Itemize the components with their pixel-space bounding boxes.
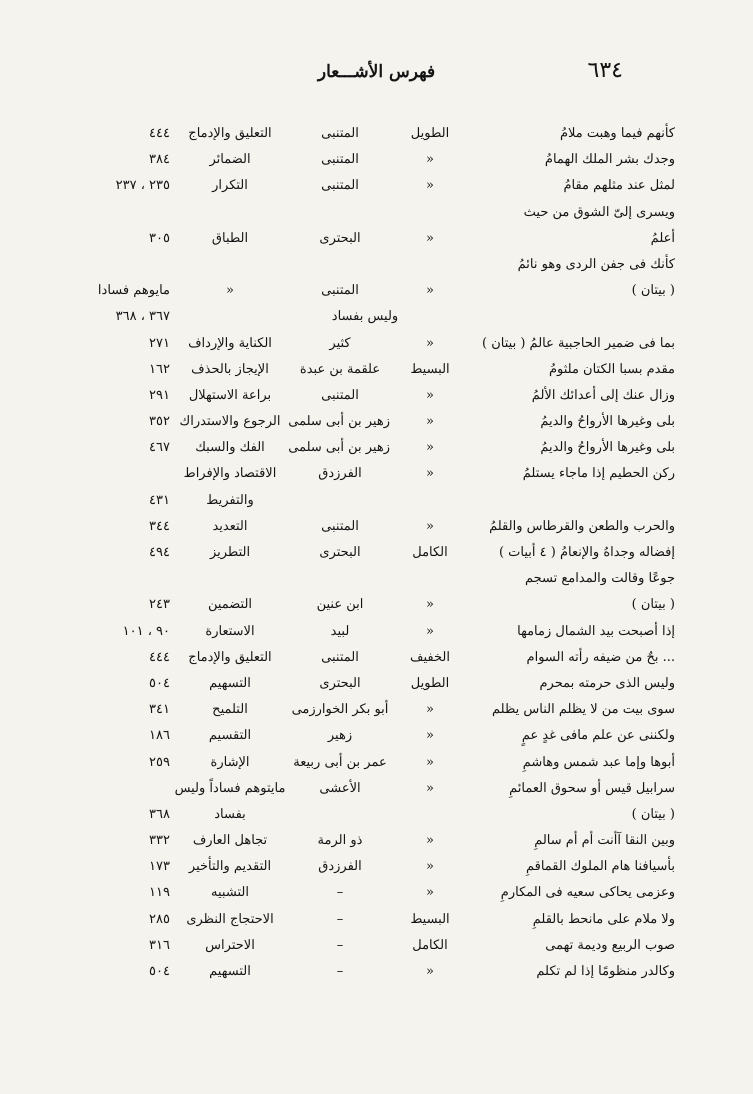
device-cell: التعديد	[212, 518, 248, 534]
device-cell: الطباق	[211, 230, 249, 246]
poet-cell: لبيد	[330, 623, 350, 639]
verse-index-table	[90, 122, 675, 986]
verse-text: لمثل عند مثلهم مقامُ	[563, 178, 675, 194]
device-cell: التضمين	[207, 597, 253, 613]
table-row	[90, 358, 675, 384]
table-row	[90, 489, 675, 515]
poet-cell: –	[336, 911, 344, 927]
meter-cell: الطويل	[410, 126, 450, 141]
meter-cell: «	[426, 833, 434, 849]
verse-text: وزال عنك إلى أعدائك الألمُ	[531, 387, 675, 403]
page-ref-cell: مايوهم فسادا	[97, 283, 170, 299]
meter-cell: «	[426, 466, 434, 482]
device-cell: التعليق والإدماج	[188, 126, 272, 141]
device-cell: مايتوهم فساداً وليس	[174, 780, 286, 796]
meter-cell: «	[426, 597, 434, 613]
page-ref-cell: ٣٨٤	[149, 152, 170, 168]
table-row	[90, 279, 675, 305]
verse-text: وجدك بشر الملك الهمامُ	[544, 152, 675, 168]
device-cell: الفك والسبك	[195, 440, 265, 456]
verse-text: مقدم بسبا الكتان ملثومُ	[548, 361, 675, 377]
poet-cell: الفرزدق	[318, 466, 362, 482]
table-row	[90, 122, 675, 148]
verse-text: كأنك فى جفن الردى وهو نائمُ	[517, 256, 675, 272]
poet-cell: –	[336, 937, 344, 953]
verse-text: أعلمُ	[650, 230, 675, 246]
device-cell: التشبيه	[211, 885, 249, 901]
verse-text: ولا ملام على مانحط بالقلمِ	[532, 911, 675, 927]
table-row	[90, 567, 675, 593]
device-cell: التكرار	[212, 178, 248, 194]
poet-cell: علقمة بن عبدة	[299, 361, 381, 377]
verse-text: ( بيتان )	[631, 283, 675, 299]
verse-text: وبين النقا آأنت أم أم سالمِ	[534, 833, 675, 849]
page-ref-cell: ٣٤١	[149, 702, 170, 718]
table-row	[90, 174, 675, 200]
table-row	[90, 881, 675, 907]
poet-cell: الأعشى	[319, 780, 361, 796]
meter-cell: «	[426, 414, 434, 430]
meter-cell: «	[426, 440, 434, 456]
verse-text: أبوها وإما عبد شمس وهاشمِ	[522, 754, 675, 770]
page-ref-cell: ٤٦٧	[149, 440, 170, 456]
device-cell: التسهيم	[209, 964, 251, 979]
poet-cell: المتنبى	[321, 126, 359, 141]
meter-cell: «	[426, 283, 434, 299]
page-ref-cell: ٣٦٨	[149, 806, 170, 822]
table-row	[90, 305, 675, 331]
poet-cell: البحترى	[319, 230, 361, 246]
poet-cell: المتنبى	[321, 152, 359, 168]
table-row	[90, 332, 675, 358]
device-cell: التعليق والإدماج	[188, 649, 272, 665]
verse-text: سرابيل قيس أو سحوق العمائمِ	[509, 780, 675, 796]
poet-cell: زهير	[327, 728, 353, 744]
verse-text: كأنهم فيما وهبت ملامُ	[559, 126, 675, 141]
verse-text: ويسرى إلىّ الشوق من حيث	[523, 204, 675, 220]
meter-cell: «	[426, 387, 434, 403]
verse-text: صوب الربيع وديمة تهمى	[545, 937, 675, 953]
device-cell: والتفريط	[206, 492, 254, 508]
table-row	[90, 829, 675, 855]
verse-text: إفضاله وجداهُ والإنعامُ ( ٤ أبيات )	[498, 545, 675, 560]
meter-cell: «	[426, 702, 434, 718]
page-header	[0, 58, 753, 88]
meter-cell: «	[426, 754, 434, 770]
page-ref-cell: ٢٨٥	[149, 911, 170, 927]
page-ref-cell: ١٦٢	[149, 361, 170, 377]
meter-cell: «	[426, 230, 434, 246]
page-ref-cell: ٢٩١	[149, 387, 170, 403]
table-row	[90, 698, 675, 724]
meter-cell: الكامل	[412, 545, 448, 560]
page-ref-cell: ٢٥٩	[149, 754, 170, 770]
meter-cell: «	[426, 728, 434, 744]
table-row	[90, 384, 675, 410]
table-row	[90, 148, 675, 174]
table-row	[90, 751, 675, 777]
device-cell: الرجوع والاستدراك	[179, 414, 281, 430]
page-ref-cell: ٣٤٤	[149, 518, 170, 534]
table-row	[90, 777, 675, 803]
device-cell: بفساد	[214, 806, 246, 822]
meter-cell: «	[426, 518, 434, 534]
verse-text: ركن الحطيم إذا ماجاء يستلمُ	[522, 466, 675, 482]
page-ref-cell: ٤٩٤	[149, 545, 170, 560]
verse-text: ... بحٌ من ضيفه رأته السوام	[526, 649, 675, 665]
page-ref-cell: ٢٣٥ ، ٢٣٧	[115, 178, 170, 194]
verse-text: ولكننى عن علم مافى غدٍ عمٍ	[521, 728, 675, 744]
meter-cell: «	[426, 964, 434, 979]
poet-cell: المتنبى	[321, 649, 359, 665]
page-ref-cell: ١٧٣	[149, 859, 170, 875]
table-row	[90, 227, 675, 253]
page-ref-cell: ٣١٦	[149, 937, 170, 953]
table-row	[90, 541, 675, 567]
table-row	[90, 410, 675, 436]
meter-cell: «	[426, 623, 434, 639]
verse-text: بما فى ضمير الحاجبية عالمُ ( بيتان )	[482, 335, 675, 351]
meter-cell: «	[426, 780, 434, 796]
verse-text: بأسيافنا هام الملوك القماقمِ	[525, 859, 675, 875]
page-ref-cell: ٣٥٢	[149, 414, 170, 430]
page-ref-cell: ٢٤٣	[149, 597, 170, 613]
table-row	[90, 646, 675, 672]
page-number: ٦٣٤	[587, 58, 623, 83]
poet-cell: المتنبى	[321, 178, 359, 194]
meter-cell: «	[426, 178, 434, 194]
table-row	[90, 855, 675, 881]
page-title: فهرس الأشـــعار	[317, 62, 436, 82]
poet-cell: زهير بن أبى سلمى	[288, 440, 390, 456]
verse-text: ( بيتان )	[631, 806, 675, 822]
meter-cell: الكامل	[412, 937, 448, 953]
meter-cell: «	[426, 885, 434, 901]
verse-text: وعزمى يحاكى سعيه فى المكارمِ	[500, 885, 675, 901]
device-cell: التقسيم	[208, 728, 252, 744]
table-row	[90, 593, 675, 619]
device-cell: براعة الاستهلال	[188, 387, 272, 403]
device-cell: الإشارة	[210, 754, 250, 770]
meter-cell: الطويل	[410, 675, 450, 691]
table-row	[90, 462, 675, 488]
poet-cell: ابن عنين	[316, 597, 364, 613]
poet-cell: –	[336, 964, 344, 979]
verse-text: سوى بيت من لا يظلم الناس يظلم	[492, 702, 675, 718]
poet-cell: المتنبى	[321, 518, 359, 534]
page-ref-cell: ٣٦٧ ، ٣٦٨	[115, 309, 170, 325]
verse-text: إذا أصبحت بيد الشمال زمامها	[517, 623, 675, 639]
poet-cell: –	[336, 885, 344, 901]
verse-text: بلى وغيرها الأرواحُ والديمُ	[540, 414, 675, 430]
table-row	[90, 803, 675, 829]
device-cell: التلميح	[212, 702, 248, 718]
page-ref-cell: ٥٠٤	[149, 675, 170, 691]
page-ref-cell: ٢٧١	[149, 335, 170, 351]
table-row	[90, 908, 675, 934]
table-row	[90, 620, 675, 646]
meter-cell: «	[426, 859, 434, 875]
page-ref-cell: ٩٠ ، ١٠١	[122, 623, 170, 639]
page-ref-cell: ٣٠٥	[149, 230, 170, 246]
device-cell: الإيجاز بالحذف	[191, 361, 269, 377]
device-cell: الكناية والإرداف	[188, 335, 272, 351]
table-row	[90, 724, 675, 750]
verse-text: ( بيتان )	[631, 597, 675, 613]
meter-cell: «	[426, 335, 434, 351]
device-cell: الاحتجاج النظرى	[186, 911, 274, 927]
table-row	[90, 201, 675, 227]
poet-cell: البحترى	[319, 675, 361, 691]
verse-text: وكالدر منظومًا إذا لم تكلم	[536, 964, 675, 979]
table-row	[90, 253, 675, 279]
poet-cell: المتنبى	[321, 283, 359, 299]
page-ref-cell: ٣٣٢	[149, 833, 170, 849]
poet-cell: عمر بن أبى ربيعة	[293, 754, 387, 770]
poet-cell: أبو بكر الخوارزمى	[291, 702, 389, 718]
page-ref-cell: ١٨٦	[149, 728, 170, 744]
poet-cell: ذو الرمة	[317, 833, 363, 849]
poet-cell: البحترى	[319, 545, 361, 560]
page-ref-cell: ٤٣١	[149, 492, 170, 508]
meter-cell: البسيط	[410, 911, 450, 927]
device-cell: التطريز	[209, 545, 251, 560]
note-cell: وليس بفساد	[331, 309, 399, 325]
device-cell: الاقتصاد والإفراط	[183, 466, 277, 482]
poet-cell: كثير	[329, 335, 351, 351]
table-row	[90, 672, 675, 698]
table-row	[90, 515, 675, 541]
poet-cell: زهير بن أبى سلمى	[288, 414, 390, 430]
page-ref-cell: ٥٠٤	[149, 964, 170, 979]
device-cell: الضمائر	[209, 152, 251, 168]
device-cell: الاحتراس	[205, 937, 255, 953]
verse-text: جوعًا وقالت والمدامع تسجم	[525, 571, 675, 587]
poet-cell: الفرزدق	[318, 859, 362, 875]
meter-cell: الخفيف	[410, 649, 450, 665]
device-cell: الاستعارة	[205, 623, 255, 639]
verse-text: بلى وغيرها الأرواحُ والديمُ	[540, 440, 675, 456]
meter-cell: البسيط	[410, 361, 450, 377]
device-cell: «	[226, 283, 234, 299]
device-cell: التسهيم	[209, 675, 251, 691]
verse-text: وليس الذى حرمته بمحرم	[539, 675, 675, 691]
page-ref-cell: ١١٩	[149, 885, 170, 901]
poet-cell: المتنبى	[321, 387, 359, 403]
device-cell: التقديم والتأخير	[188, 859, 272, 875]
device-cell: تجاهل العارف	[192, 833, 268, 849]
page-ref-cell: ٤٤٤	[149, 649, 170, 665]
table-row	[90, 436, 675, 462]
meter-cell: «	[426, 152, 434, 168]
verse-text: والحرب والطعن والقرطاس والقلمُ	[489, 518, 675, 534]
table-row	[90, 934, 675, 960]
table-row	[90, 960, 675, 986]
page-ref-cell: ٤٤٤	[149, 126, 170, 141]
